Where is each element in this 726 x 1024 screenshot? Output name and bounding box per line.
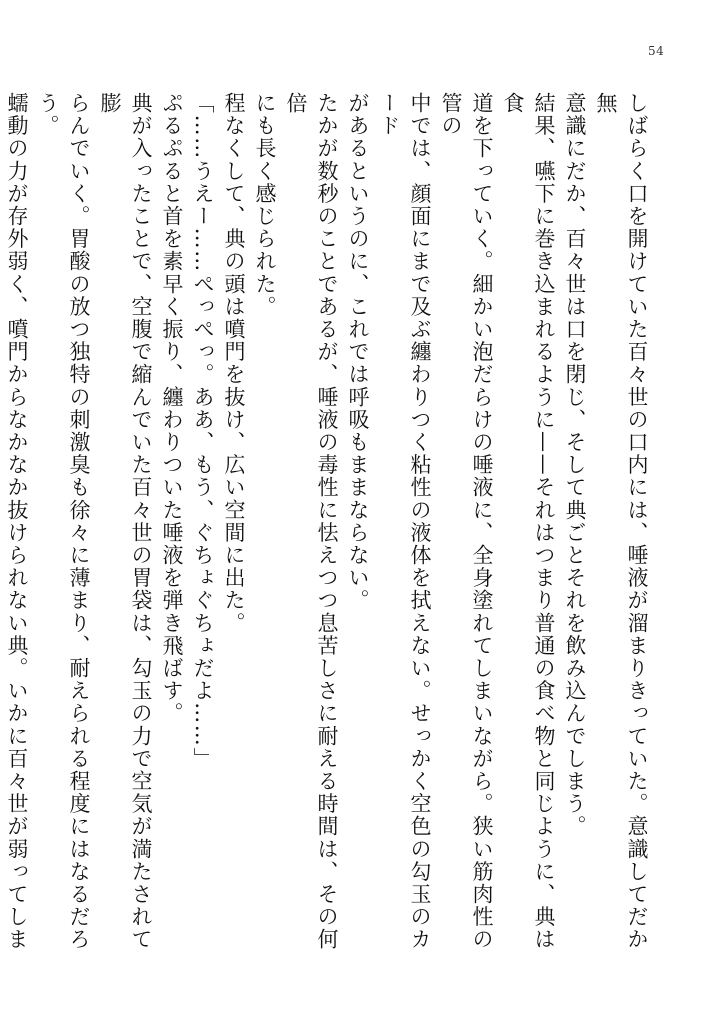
page-number: 54 bbox=[648, 44, 665, 58]
paragraph-2: 結果、嚥下に巻き込まれるように——それはつまり普通の食べ物と同じように、典は食 道を下っていく。細かい泡だらけの唾液に、全身塗れてしまいながら。狭い筋肉性の管の 中では、顔面にまで及ぶ纏わりつく粘性の液体を拭えない。せっかく空色の勾玉のカード bbox=[377, 92, 556, 951]
paragraph-4: たかが数秒のことであるが、唾液の毒性に怯えつつ息苦しさに耐える時間は、その何倍 にも長く感じられた。 bbox=[253, 92, 339, 951]
paragraph-5: 程なくして、典の頭は噴門を抜け、広い空間に出た。 bbox=[222, 92, 246, 635]
dialogue-line: 「……うえー……ぺっぺっ。ああ、もう、ぐちょぐちょだよ……」 bbox=[191, 92, 215, 770]
paragraph-6: ぷるぷると首を素早く振り、纏わりついた唾液を弾き飛ばす。 bbox=[160, 92, 184, 725]
paragraph-1: しばらく口を開けていた百々世の口内には、唾液が溜まりきっていた。意識してだか無 意識にだか、百々世は口を閉じ、そして典ごとそれを飲み込んでしまう。 bbox=[563, 92, 649, 951]
vertical-text-body bbox=[5, 92, 652, 972]
paragraph-3: があるというのに、これでは呼吸もままならない。 bbox=[346, 92, 370, 612]
paragraph-7: 典が入ったことで、空腹で縮んでいた百々世の胃袋は、勾玉の力で空気が満たされて膨 らんでいく。胃酸の放つ独特の刺激臭も徐々に薄まり、耐えられる程度にはなるだろう。 bbox=[36, 92, 153, 951]
paragraph-8: 蠕動の力が存外弱く、噴門からなかなか抜けられない典。いかに百々世が弱ってしま bbox=[5, 92, 29, 951]
